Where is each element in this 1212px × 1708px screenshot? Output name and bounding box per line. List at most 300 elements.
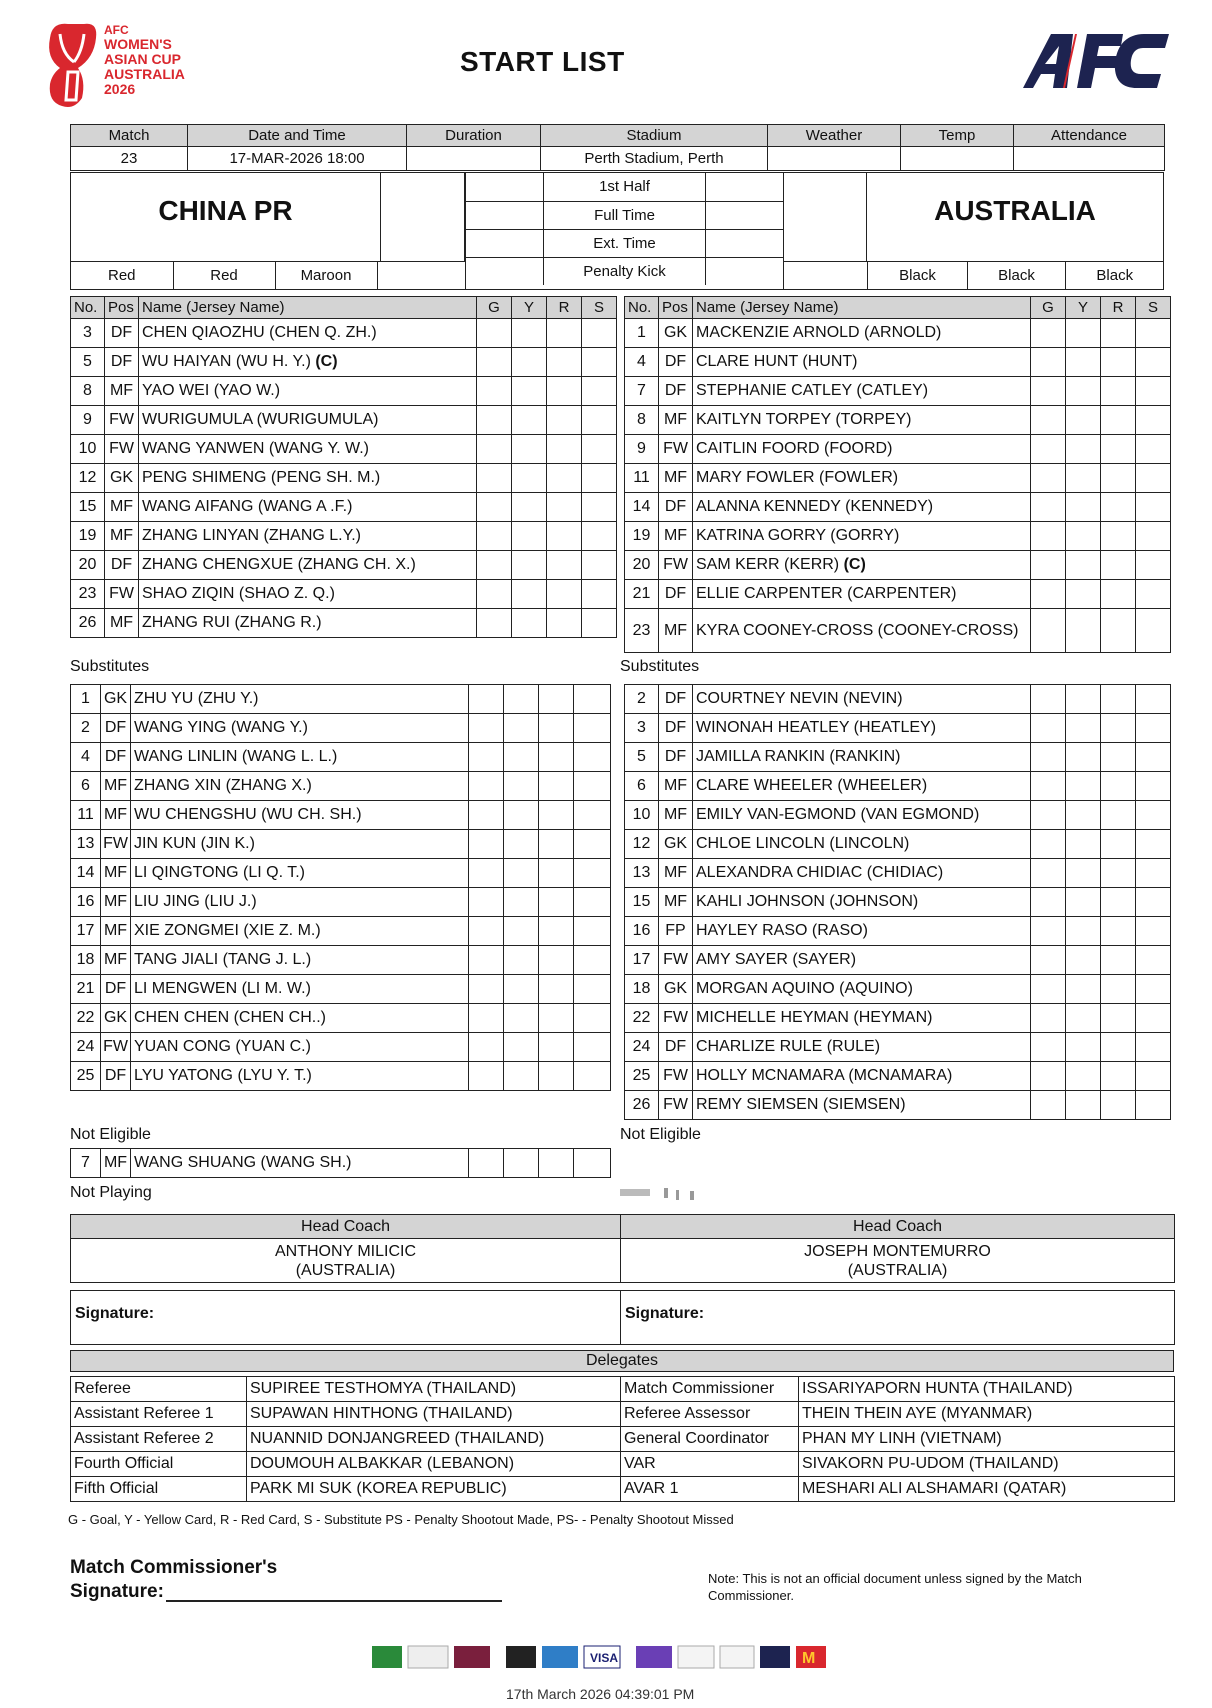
red-card-cell	[1101, 685, 1136, 714]
away-starter-row	[625, 493, 1171, 522]
player-name: STEPHANIE CATLEY (CATLEY)	[696, 382, 929, 399]
player-number: 20	[625, 551, 659, 580]
delegate-role: General Coordinator	[621, 1427, 799, 1452]
home-team-name: CHINA PR	[158, 195, 293, 226]
player-position: MF	[101, 1149, 131, 1178]
player-name-cell	[139, 406, 477, 435]
logo-text-2: ASIAN CUP	[104, 51, 182, 67]
player-number: 24	[71, 1033, 101, 1062]
col-red: R	[547, 297, 582, 319]
player-name: CLARE HUNT (HUNT)	[696, 353, 858, 370]
player-name: ALEXANDRA CHIDIAC (CHIDIAC)	[696, 864, 944, 881]
sponsor-logos	[372, 1640, 852, 1676]
player-name-cell	[693, 772, 1031, 801]
substitute-cell	[1136, 319, 1171, 348]
substitute-cell	[1136, 743, 1171, 772]
player-name: WANG SHUANG (WANG SH.)	[134, 1154, 352, 1171]
red-card-cell	[539, 801, 574, 830]
header-weather: Weather	[768, 125, 901, 147]
red-card-cell	[1101, 917, 1136, 946]
goal-cell	[1031, 1033, 1066, 1062]
player-name-cell	[693, 464, 1031, 493]
player-name: MACKENZIE ARNOLD (ARNOLD)	[696, 324, 942, 341]
player-name-cell	[693, 830, 1031, 859]
match-commissioner-signature-label	[70, 1556, 277, 1604]
red-card-cell	[1101, 1091, 1136, 1120]
home-starter-row	[71, 319, 617, 348]
player-position: FW	[101, 830, 131, 859]
red-card-cell	[547, 580, 582, 609]
red-card-cell	[1101, 551, 1136, 580]
away-team-box	[867, 173, 1163, 261]
delegate-role: AVAR 1	[621, 1477, 799, 1502]
substitute-cell	[1136, 975, 1171, 1004]
away-subs-table	[624, 684, 1171, 1120]
goal-cell	[1031, 522, 1066, 551]
goal-cell	[477, 348, 512, 377]
home-sub-row	[71, 859, 611, 888]
red-card-cell	[1101, 743, 1136, 772]
yellow-card-cell	[1066, 1091, 1101, 1120]
goal-cell	[1031, 1004, 1066, 1033]
yellow-card-cell	[1066, 464, 1101, 493]
match-date-time: 17-MAR-2026 18:00	[188, 147, 407, 171]
yellow-card-cell	[504, 830, 539, 859]
player-name: CHARLIZE RULE (RULE)	[696, 1038, 881, 1055]
away-not-eligible-label: Not Eligible	[620, 1126, 701, 1143]
home-starters-table	[70, 296, 617, 638]
delegate-row	[71, 1402, 1175, 1427]
red-card-cell	[1101, 714, 1136, 743]
sponsor-logo-7	[636, 1646, 672, 1668]
away-starter-row	[625, 522, 1171, 551]
substitute-cell	[582, 319, 617, 348]
substitute-cell	[582, 522, 617, 551]
substitute-cell	[574, 859, 611, 888]
away-signature-field[interactable]: Signature:	[621, 1291, 1175, 1345]
away-starter-row	[625, 319, 1171, 348]
player-number: 11	[625, 464, 659, 493]
player-number: 12	[71, 464, 105, 493]
home-coach-name: ANTHONY MILICIC	[274, 1242, 417, 1260]
goal-cell	[469, 1004, 504, 1033]
substitute-cell	[574, 772, 611, 801]
match-commissioner-signature-line[interactable]	[166, 1600, 502, 1602]
away-starter-row	[625, 551, 1171, 580]
player-name: WURIGUMULA (WURIGUMULA)	[142, 411, 379, 428]
home-coach-country: (AUSTRALIA)	[295, 1261, 396, 1279]
substitute-cell	[1136, 435, 1171, 464]
sponsor-logo-5	[542, 1646, 578, 1668]
goal-cell	[1031, 493, 1066, 522]
home-not-eligible-row	[71, 1149, 611, 1178]
substitute-cell	[1136, 609, 1171, 653]
red-card-cell	[539, 685, 574, 714]
yellow-card-cell	[504, 1004, 539, 1033]
away-coach-country: (AUSTRALIA)	[847, 1261, 948, 1279]
goal-cell	[477, 435, 512, 464]
player-name: CHEN QIAOZHU (CHEN Q. ZH.)	[142, 324, 377, 341]
delegate-role: Fifth Official	[71, 1477, 247, 1502]
substitute-cell	[574, 1062, 611, 1091]
col-pos: Pos	[659, 297, 693, 319]
home-kit-colors	[71, 261, 466, 290]
yellow-card-cell	[504, 743, 539, 772]
player-name: CHLOE LINCOLN (LINCOLN)	[696, 835, 910, 852]
red-card-cell	[539, 917, 574, 946]
red-card-cell	[1101, 522, 1136, 551]
red-card-cell	[539, 1062, 574, 1091]
substitute-cell	[1136, 551, 1171, 580]
player-number: 25	[625, 1062, 659, 1091]
player-name: KYRA COONEY-CROSS (COONEY-CROSS)	[696, 622, 1019, 639]
player-number: 15	[71, 493, 105, 522]
player-number: 26	[71, 609, 105, 638]
player-number: 20	[71, 551, 105, 580]
captain-badge: (C)	[843, 556, 866, 573]
substitute-cell	[1136, 946, 1171, 975]
home-sub-row	[71, 888, 611, 917]
coach-signature-table	[70, 1290, 1175, 1345]
yellow-card-cell	[504, 859, 539, 888]
substitute-cell	[1136, 772, 1171, 801]
player-name: KAHLI JOHNSON (JOHNSON)	[696, 893, 919, 910]
yellow-card-cell	[1066, 685, 1101, 714]
home-sub-row	[71, 830, 611, 859]
home-sub-row	[71, 801, 611, 830]
player-position: MF	[105, 522, 139, 551]
player-name: EMILY VAN-EGMOND (VAN EGMOND)	[696, 806, 980, 823]
goal-cell	[469, 975, 504, 1004]
player-number: 5	[71, 348, 105, 377]
player-number: 11	[71, 801, 101, 830]
goal-cell	[1031, 580, 1066, 609]
goal-cell	[1031, 348, 1066, 377]
delegate-name: SUPIREE TESTHOMYA (THAILAND)	[247, 1377, 621, 1402]
away-starter-row	[625, 348, 1171, 377]
substitute-cell	[574, 946, 611, 975]
player-name-cell	[693, 1091, 1031, 1120]
col-red: R	[1101, 297, 1136, 319]
away-sub-row	[625, 801, 1171, 830]
home-head-coach	[71, 1239, 621, 1283]
delegate-name: SUPAWAN HINTHONG (THAILAND)	[247, 1402, 621, 1427]
player-position: MF	[105, 493, 139, 522]
player-name-cell	[131, 714, 469, 743]
goal-cell	[477, 464, 512, 493]
home-sub-row	[71, 714, 611, 743]
player-name: LI QINGTONG (LI Q. T.)	[134, 864, 305, 881]
away-starter-row	[625, 609, 1171, 653]
home-not-playing-label: Not Playing	[70, 1184, 152, 1201]
home-starter-row	[71, 551, 617, 580]
player-name-cell	[131, 830, 469, 859]
player-position: MF	[659, 406, 693, 435]
away-kit-blank	[784, 262, 868, 290]
goal-cell	[1031, 830, 1066, 859]
player-name: HOLLY MCNAMARA (MCNAMARA)	[696, 1067, 953, 1084]
yellow-card-cell	[504, 685, 539, 714]
match-temp	[901, 147, 1014, 171]
substitute-cell	[582, 551, 617, 580]
delegate-name: DOUMOUH ALBAKKAR (LEBANON)	[247, 1452, 621, 1477]
player-name-cell	[139, 580, 477, 609]
player-position: DF	[659, 743, 693, 772]
substitute-cell	[574, 975, 611, 1004]
home-not-eligible-table	[70, 1148, 611, 1178]
player-name: YUAN CONG (YUAN C.)	[134, 1038, 311, 1055]
player-position: DF	[105, 348, 139, 377]
red-card-cell	[1101, 406, 1136, 435]
yellow-card-cell	[1066, 772, 1101, 801]
substitute-cell	[1136, 830, 1171, 859]
match-weather	[768, 147, 901, 171]
col-no: No.	[71, 297, 105, 319]
player-name: MICHELLE HEYMAN (HEYMAN)	[696, 1009, 933, 1026]
yellow-card-cell	[504, 888, 539, 917]
yellow-card-cell	[512, 609, 547, 638]
yellow-card-cell	[512, 551, 547, 580]
player-number: 3	[71, 319, 105, 348]
home-sub-row	[71, 772, 611, 801]
teams-block	[70, 172, 1164, 290]
player-number: 1	[625, 319, 659, 348]
player-number: 23	[71, 580, 105, 609]
player-name: ZHU YU (ZHU Y.)	[134, 690, 259, 707]
player-name-cell	[131, 859, 469, 888]
goal-cell	[1031, 406, 1066, 435]
yellow-card-cell	[504, 1062, 539, 1091]
substitute-cell	[574, 1033, 611, 1062]
red-card-cell	[547, 609, 582, 638]
away-head-coach-label: Head Coach	[621, 1215, 1175, 1239]
player-name: WU CHENGSHU (WU CH. SH.)	[134, 806, 362, 823]
away-penalty-score	[706, 257, 784, 285]
yellow-card-cell	[512, 377, 547, 406]
red-card-cell	[1101, 888, 1136, 917]
sponsor-logo-4	[506, 1646, 536, 1668]
player-number: 19	[71, 522, 105, 551]
delegate-role: Referee	[71, 1377, 247, 1402]
header-match: Match	[71, 125, 188, 147]
player-position: FW	[659, 551, 693, 580]
player-name: ELLIE CARPENTER (CARPENTER)	[696, 585, 957, 602]
logo-text-1: WOMEN'S	[104, 36, 172, 52]
player-number: 1	[71, 685, 101, 714]
substitute-cell	[1136, 493, 1171, 522]
yellow-card-cell	[1066, 435, 1101, 464]
delegates-header: Delegates	[70, 1350, 1174, 1372]
substitute-cell	[582, 406, 617, 435]
delegate-name: MESHARI ALI ALSHAMARI (QATAR)	[799, 1477, 1175, 1502]
red-card-cell	[547, 348, 582, 377]
player-number: 12	[625, 830, 659, 859]
yellow-card-cell	[1066, 888, 1101, 917]
player-name-cell	[693, 435, 1031, 464]
player-position: DF	[659, 493, 693, 522]
player-name: CLARE WHEELER (WHEELER)	[696, 777, 928, 794]
player-name-cell	[131, 685, 469, 714]
match-info-header-row	[71, 125, 1165, 147]
substitute-cell	[1136, 859, 1171, 888]
player-position: MF	[101, 917, 131, 946]
player-number: 4	[71, 743, 101, 772]
yellow-card-cell	[1066, 1004, 1101, 1033]
player-name-cell	[131, 801, 469, 830]
goal-cell	[469, 917, 504, 946]
player-number: 7	[625, 377, 659, 406]
match-stadium: Perth Stadium, Perth	[541, 147, 768, 171]
legend-text: G - Goal, Y - Yellow Card, R - Red Card, S - Substitute PS - Penalty Shootout Made, PS- - Penalty Shootout Missed	[68, 1512, 734, 1527]
delegate-role: Fourth Official	[71, 1452, 247, 1477]
player-number: 2	[625, 685, 659, 714]
player-position: MF	[659, 522, 693, 551]
player-position: FW	[105, 435, 139, 464]
yellow-card-cell	[504, 975, 539, 1004]
red-card-cell	[539, 859, 574, 888]
red-card-cell	[539, 1149, 574, 1178]
yellow-card-cell	[1066, 580, 1101, 609]
player-position: MF	[105, 377, 139, 406]
delegate-row	[71, 1427, 1175, 1452]
yellow-card-cell	[504, 772, 539, 801]
player-number: 3	[625, 714, 659, 743]
home-sub-row	[71, 685, 611, 714]
away-kit-colors	[783, 261, 1164, 290]
home-starter-row	[71, 464, 617, 493]
red-card-cell	[547, 377, 582, 406]
player-name-cell	[139, 377, 477, 406]
red-card-cell	[547, 522, 582, 551]
goal-cell	[1031, 1091, 1066, 1120]
away-kit-shirt: Black	[868, 262, 968, 290]
player-position: GK	[105, 464, 139, 493]
delegate-row	[71, 1377, 1175, 1402]
away-starter-row	[625, 377, 1171, 406]
yellow-card-cell	[1066, 522, 1101, 551]
player-name-cell	[693, 1004, 1031, 1033]
player-number: 25	[71, 1062, 101, 1091]
red-card-cell	[1101, 580, 1136, 609]
home-starter-row	[71, 406, 617, 435]
player-number: 7	[71, 1149, 101, 1178]
player-name-cell	[693, 319, 1031, 348]
away-sub-row	[625, 743, 1171, 772]
player-number: 5	[625, 743, 659, 772]
yellow-card-cell	[512, 319, 547, 348]
col-goal: G	[1031, 297, 1066, 319]
home-signature-field[interactable]: Signature:	[71, 1291, 621, 1345]
yellow-card-cell	[1066, 975, 1101, 1004]
col-yellow: Y	[512, 297, 547, 319]
sponsor-logo-9	[720, 1646, 754, 1668]
goal-cell	[469, 859, 504, 888]
player-name-cell	[693, 946, 1031, 975]
substitute-cell	[1136, 1033, 1171, 1062]
substitute-cell	[1136, 377, 1171, 406]
red-card-cell	[539, 946, 574, 975]
player-name: WANG YANWEN (WANG Y. W.)	[142, 440, 369, 457]
player-position: GK	[101, 1004, 131, 1033]
player-name-cell	[693, 1062, 1031, 1091]
player-position: FP	[659, 917, 693, 946]
svg-text:M: M	[802, 1650, 816, 1667]
player-name: TANG JIALI (TANG J. L.)	[134, 951, 312, 968]
home-starter-row	[71, 377, 617, 406]
player-name: CHEN CHEN (CHEN CH..)	[134, 1009, 326, 1026]
sponsor-logo-1	[372, 1646, 402, 1668]
player-name: WINONAH HEATLEY (HEATLEY)	[696, 719, 937, 736]
yellow-card-cell	[512, 406, 547, 435]
goal-cell	[1031, 685, 1066, 714]
player-number: 13	[71, 830, 101, 859]
player-position: MF	[101, 946, 131, 975]
player-position: GK	[659, 830, 693, 859]
red-card-cell	[539, 714, 574, 743]
player-name: ZHANG XIN (ZHANG X.)	[134, 777, 312, 794]
yellow-card-cell	[512, 522, 547, 551]
player-number: 15	[625, 888, 659, 917]
player-name-cell	[693, 975, 1031, 1004]
goal-cell	[1031, 743, 1066, 772]
away-sub-row	[625, 888, 1171, 917]
player-name: HAYLEY RASO (RASO)	[696, 922, 868, 939]
yellow-card-cell	[1066, 801, 1101, 830]
red-card-cell	[539, 830, 574, 859]
player-name: WANG LINLIN (WANG L. L.)	[134, 748, 338, 765]
period-ext-time: Ext. Time	[544, 229, 706, 257]
player-name: JIN KUN (JIN K.)	[134, 835, 255, 852]
player-number: 6	[625, 772, 659, 801]
col-pos: Pos	[105, 297, 139, 319]
goal-cell	[477, 580, 512, 609]
head-coach-table	[70, 1214, 1175, 1283]
col-name: Name (Jersey Name)	[139, 297, 477, 319]
home-substitutes-label: Substitutes	[70, 658, 150, 675]
substitute-cell	[1136, 801, 1171, 830]
player-name-cell	[131, 1149, 469, 1178]
player-name-cell	[139, 464, 477, 493]
player-name: WU HAIYAN (WU H. Y.)	[142, 353, 316, 370]
player-number: 26	[625, 1091, 659, 1120]
player-position: MF	[101, 772, 131, 801]
yellow-card-cell	[1066, 859, 1101, 888]
yellow-card-cell	[504, 917, 539, 946]
yellow-card-cell	[1066, 1033, 1101, 1062]
yellow-card-cell	[1066, 493, 1101, 522]
delegate-role: VAR	[621, 1452, 799, 1477]
player-number: 6	[71, 772, 101, 801]
goal-cell	[477, 377, 512, 406]
away-sub-row	[625, 830, 1171, 859]
substitute-cell	[574, 830, 611, 859]
substitute-cell	[1136, 917, 1171, 946]
official-document-note: Note: This is not an official document unless signed by the Match Commissioner.	[708, 1571, 1082, 1603]
goal-cell	[469, 801, 504, 830]
player-position: DF	[105, 551, 139, 580]
goal-cell	[1031, 888, 1066, 917]
mc-signature-line1: Match Commissioner's	[70, 1557, 278, 1578]
yellow-card-cell	[504, 946, 539, 975]
player-position: DF	[101, 714, 131, 743]
goal-cell	[469, 1149, 504, 1178]
goal-cell	[1031, 551, 1066, 580]
player-name: WANG YING (WANG Y.)	[134, 719, 308, 736]
player-name: MARY FOWLER (FOWLER)	[696, 469, 899, 486]
header-date-time: Date and Time	[188, 125, 407, 147]
red-card-cell	[539, 975, 574, 1004]
yellow-card-cell	[1066, 551, 1101, 580]
